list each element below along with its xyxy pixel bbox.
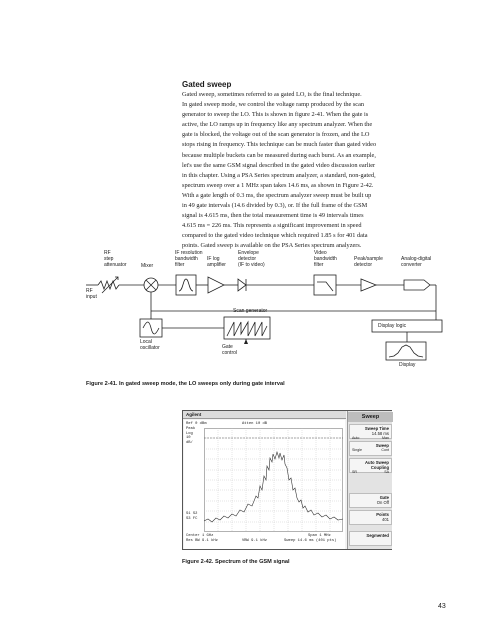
- scale-info: [186, 427, 195, 445]
- body-line: in this chapter. Using a PSA Series spectrum analyzer, a standard, non-gated,: [182, 171, 376, 179]
- label-line: oscillator: [140, 345, 160, 351]
- body-line: active, the LO ramps up in frequency like any spectrum analyzer. When the: [182, 121, 373, 129]
- label-line: step: [104, 256, 114, 262]
- ref-level: Ref 0 dBm: [186, 422, 207, 426]
- softkey-gate[interactable]: [349, 493, 392, 508]
- scale-line: Log: [186, 431, 193, 436]
- spectrum-analyzer-screenshot: [182, 410, 392, 550]
- label-line: IF resolution: [175, 250, 203, 256]
- marker-line: S3 FC: [186, 516, 198, 521]
- label-line: bandwidth: [175, 256, 198, 262]
- label-gate-control: [222, 344, 237, 356]
- label-line: control: [222, 350, 238, 356]
- body-line: because multiple buckets can be measured during each burst. As an example,: [182, 151, 376, 159]
- section-heading: Gated sweep: [182, 80, 232, 89]
- label-line: amplifier: [207, 262, 226, 268]
- label-line: filter: [175, 262, 185, 268]
- body-line: In gated sweep mode, we control the voltage ramp produced by the scan: [182, 101, 365, 109]
- body-line: compared to the gated video technique which required 1.85 s for 401 data: [182, 232, 368, 240]
- attenuator-arrow: [102, 277, 118, 293]
- adc-icon: [404, 280, 430, 290]
- peak-detector-icon: [361, 279, 376, 291]
- softkey-points[interactable]: [349, 510, 392, 525]
- body-line: let's use the same GSM signal described in the gated video discussion earlier: [182, 161, 376, 169]
- softkey-label: Sweep: [375, 443, 389, 448]
- label-display: Display: [399, 362, 416, 368]
- softkey-label: Gate: [379, 495, 389, 500]
- softkey-label: Sweep Time: [364, 426, 389, 431]
- label-rf-input: [86, 288, 97, 300]
- figure-2-41-caption: Figure 2-41. In gated sweep mode, the LO sweeps only during gate interval: [86, 381, 285, 387]
- label-envelope-detector: [238, 250, 265, 268]
- sweep-info: Sweep 14.6 ms (401 pts): [284, 539, 337, 543]
- softkey-label: Coupling: [370, 465, 389, 470]
- body-line: stops rising in frequency. This technique can be much faster than gated video: [182, 141, 377, 149]
- body-line: signal is 4.615 ms, then the total measurement time is 49 intervals times: [182, 212, 364, 220]
- label-if-filter: [175, 250, 203, 268]
- softkey-label: Auto Sweep: [365, 460, 389, 465]
- label-local-oscillator: [140, 339, 160, 351]
- label-if-log-amplifier: [207, 256, 226, 268]
- label-line: attenuator: [104, 262, 127, 268]
- label-display-logic: Display logic: [378, 323, 407, 329]
- envelope-detector-icon: [238, 279, 246, 291]
- page-number: 43: [438, 603, 446, 610]
- softkey-label: Points: [376, 512, 389, 517]
- softkey-option: SR: [352, 470, 357, 474]
- video-filter-icon: [314, 275, 336, 295]
- label-scan-generator: Scan generator: [233, 308, 268, 314]
- label-video-filter: [314, 250, 337, 268]
- label-line: Local: [140, 339, 152, 345]
- body-line: gate is blocked, the voltage out of the scan generator is frozen, and the LO: [182, 131, 370, 139]
- softkey-option: Man: [382, 436, 389, 440]
- softkey-menu-title: Sweep: [348, 412, 393, 422]
- label-line: (IF to video): [238, 262, 265, 268]
- gated-sweep-block-diagram: [86, 250, 446, 375]
- label-line: Video: [314, 250, 327, 256]
- softkey-option: Auto: [352, 436, 360, 440]
- log-amplifier-icon: [208, 277, 224, 293]
- softkey-segmented[interactable]: [349, 531, 392, 546]
- label-line: detector: [354, 262, 373, 268]
- span-value: Span 1 MHz: [308, 534, 331, 538]
- figure-2-42-caption: Figure 2-42. Spectrum of the GSM signal: [182, 559, 290, 565]
- label-line: Envelope: [238, 250, 259, 256]
- body-line: Gated sweep, sometimes referred to as gated LO, is the final technique.: [182, 91, 362, 98]
- section-body: [182, 90, 442, 252]
- label-line: input: [86, 294, 97, 300]
- softkey-value: On Off: [376, 500, 389, 505]
- scale-line: dB/: [186, 440, 193, 445]
- res-bw: Res BW 9.1 kHz: [186, 539, 218, 543]
- softkey-sweep[interactable]: [349, 441, 392, 456]
- label-line: Analog-digital: [401, 256, 432, 262]
- body-line: points. Gated sweep is available on the PSA Series spectrum analyzers.: [182, 242, 362, 250]
- softkey-option: Single: [352, 448, 362, 452]
- body-line: spectrum sweep over a 1 MHz span takes 14.6 ms, as shown in Figure 2-42.: [182, 181, 374, 189]
- atten-value: Atten 10 dB: [242, 422, 268, 426]
- marker-info: [186, 512, 197, 521]
- label-adc: [401, 256, 431, 268]
- if-filter-icon: [176, 275, 196, 295]
- spectrum-plot: [204, 428, 343, 532]
- label-line: Gate: [222, 344, 233, 350]
- scale-line: 10: [186, 436, 191, 441]
- softkey-value: 401: [382, 517, 389, 522]
- brand-label: Agilent: [186, 412, 202, 417]
- label-line: IF log: [207, 256, 220, 262]
- softkey-auto-sweep-coupling[interactable]: [349, 458, 392, 473]
- body-line: generator to sweep the LO. This is shown in figure 2-41. When the gate is: [182, 111, 369, 119]
- analyzer-screen: [184, 420, 345, 549]
- softkey-value: 14.58 ms: [371, 431, 389, 436]
- softkey-option: SA: [384, 470, 389, 474]
- label-line: detector: [238, 256, 257, 262]
- center-frequency: Center 1 GHz: [186, 534, 214, 538]
- label-line: RF: [86, 288, 93, 294]
- scale-line: Peak: [186, 427, 196, 431]
- label-line: Peak/sample: [354, 256, 383, 262]
- softkey-option: Cont: [381, 448, 389, 452]
- softkey-sweep-time[interactable]: [349, 424, 392, 439]
- label-line: RF: [104, 250, 111, 256]
- label-rf-step-attenuator: [104, 250, 127, 268]
- softkey-panel: [347, 411, 392, 549]
- body-line: in 49 gate intervals (14.6 divided by 0.3), or. If the full frame of the GSM: [182, 202, 368, 210]
- attenuator-icon: [98, 281, 119, 289]
- video-bw: VBW 9.1 kHz: [242, 539, 268, 543]
- label-line: bandwidth: [314, 256, 337, 262]
- label-mixer: Mixer: [141, 263, 154, 269]
- analyzer-title-bar: [183, 411, 346, 419]
- softkey-label: Segmented: [366, 533, 389, 538]
- label-line: converter: [401, 262, 422, 268]
- marker-line: S1 S2: [186, 512, 198, 516]
- label-peak-sample-detector: [354, 256, 383, 268]
- label-line: filter: [314, 262, 324, 268]
- body-line: With a gate length of 0.3 ms, the spectrum analyzer sweep must be built up: [182, 191, 372, 199]
- body-line: 4.615 ms = 226 ms. This represents a significant improvement in speed: [182, 222, 362, 230]
